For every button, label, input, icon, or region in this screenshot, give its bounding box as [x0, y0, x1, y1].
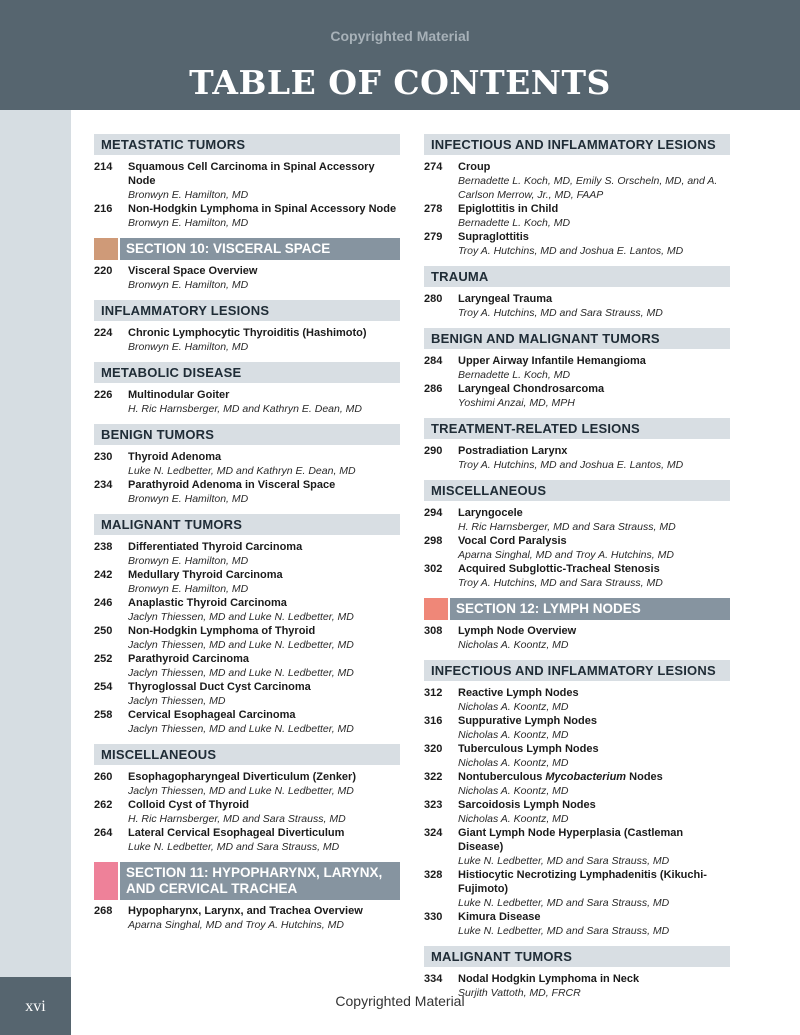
entry-page: 330: [424, 911, 443, 923]
category-header: MALIGNANT TUMORS: [424, 946, 730, 967]
entry-title: Non-Hodgkin Lymphoma in Spinal Accessory Node: [128, 203, 397, 215]
entry-page: 279: [424, 231, 443, 243]
entry-page: 242: [94, 569, 113, 581]
entry-authors: H. Ric Harnsberger, MD and Sara Strauss, MD: [458, 521, 676, 533]
entry-page: 230: [94, 451, 113, 463]
entry-authors: Nicholas A. Koontz, MD: [458, 639, 569, 651]
toc-entry[interactable]: [94, 540, 400, 568]
entry-page: 250: [94, 625, 113, 637]
toc-entry[interactable]: [94, 264, 400, 292]
category-header: METASTATIC TUMORS: [94, 134, 400, 155]
entry-authors: Nicholas A. Koontz, MD: [458, 757, 569, 769]
toc-entry[interactable]: [424, 798, 730, 826]
toc-entry[interactable]: [424, 742, 730, 770]
entry-page: 226: [94, 389, 113, 401]
entry-authors: Luke N. Ledbetter, MD and Kathryn E. Dean, MD: [128, 465, 356, 477]
toc-entry[interactable]: [94, 798, 400, 826]
toc-entry[interactable]: [94, 450, 400, 478]
entry-page: 254: [94, 681, 113, 693]
toc-entry[interactable]: [424, 826, 730, 868]
entry-title-italic-part: Mycobacterium: [545, 771, 627, 783]
entry-title: Parathyroid Adenoma in Visceral Space: [128, 479, 336, 491]
entry-title: Squamous Cell Carcinoma in Spinal Accessory Node: [128, 161, 375, 187]
entry-title: Histiocytic Necrotizing Lymphadenitis (Kikuchi-Fujimoto): [458, 869, 707, 895]
toc-entry[interactable]: [94, 624, 400, 652]
entry-page: 312: [424, 687, 443, 699]
entry-authors: Nicholas A. Koontz, MD: [458, 813, 569, 825]
entry-title: Visceral Space Overview: [128, 265, 258, 277]
entry-authors: Nicholas A. Koontz, MD: [458, 729, 569, 741]
entry-title: Colloid Cyst of Thyroid: [128, 799, 249, 811]
entry-page: 268: [94, 905, 113, 917]
entry-authors: Troy A. Hutchins, MD and Joshua E. Lantos, MD: [458, 459, 684, 471]
entry-authors: Bronwyn E. Hamilton, MD: [128, 583, 249, 595]
entry-page: 262: [94, 799, 113, 811]
entry-authors: Jaclyn Thiessen, MD and Luke N. Ledbetter, MD: [128, 611, 354, 623]
entry-authors: Bernadette L. Koch, MD: [458, 217, 571, 229]
entry-authors: Luke N. Ledbetter, MD and Sara Strauss, MD: [128, 841, 340, 853]
entry-authors: Bronwyn E. Hamilton, MD: [128, 189, 249, 201]
entry-authors: Bronwyn E. Hamilton, MD: [128, 555, 249, 567]
entry-authors: H. Ric Harnsberger, MD and Sara Strauss, MD: [128, 813, 346, 825]
entry-page: 322: [424, 771, 443, 783]
page-title: TABLE OF CONTENTS: [189, 63, 611, 102]
watermark-top: Copyrighted Material: [330, 28, 470, 44]
entry-page: 264: [94, 827, 113, 839]
entry-authors: Aparna Singhal, MD and Troy A. Hutchins, MD: [458, 549, 674, 561]
entry-page: 214: [94, 161, 113, 173]
category-header: TRAUMA: [424, 266, 730, 287]
entry-title: Hypopharynx, Larynx, and Trachea Overview: [128, 905, 363, 917]
toc-entry[interactable]: [94, 652, 400, 680]
entry-authors: Troy A. Hutchins, MD and Sara Strauss, MD: [458, 307, 663, 319]
section-title: SECTION 10: VISCERAL SPACE: [120, 238, 400, 260]
toc-entry[interactable]: [94, 708, 400, 736]
toc-entry[interactable]: [424, 686, 730, 714]
toc-entry[interactable]: [94, 568, 400, 596]
entry-title: Lymph Node Overview: [458, 625, 577, 637]
entry-authors: Bronwyn E. Hamilton, MD: [128, 279, 249, 291]
entry-title: Croup: [458, 161, 491, 173]
toc-entry[interactable]: [424, 444, 730, 472]
entry-page: 323: [424, 799, 443, 811]
entry-page: 224: [94, 327, 113, 339]
entry-page: 308: [424, 625, 443, 637]
entry-authors: Luke N. Ledbetter, MD and Sara Strauss, MD: [458, 897, 670, 909]
entry-page: 298: [424, 535, 443, 547]
entry-authors: Troy A. Hutchins, MD and Sara Strauss, MD: [458, 577, 663, 589]
toc-entry[interactable]: [424, 202, 730, 230]
entry-title: Reactive Lymph Nodes: [458, 687, 579, 699]
entry-authors: Bronwyn E. Hamilton, MD: [128, 217, 249, 229]
entry-authors: Bronwyn E. Hamilton, MD: [128, 341, 249, 353]
entry-title: Chronic Lymphocytic Thyroiditis (Hashimoto): [128, 327, 367, 339]
toc-entry[interactable]: [424, 868, 730, 910]
entry-page: 294: [424, 507, 443, 519]
category-header: INFLAMMATORY LESIONS: [94, 300, 400, 321]
section-title: SECTION 12: LYMPH NODES: [450, 598, 730, 620]
entry-authors: Jaclyn Thiessen, MD and Luke N. Ledbetter, MD: [128, 667, 354, 679]
toc-entry[interactable]: [94, 770, 400, 798]
page-number: xvi: [25, 998, 46, 1015]
category-header: INFECTIOUS AND INFLAMMATORY LESIONS: [424, 660, 730, 681]
entry-page: 252: [94, 653, 113, 665]
entry-title: Upper Airway Infantile Hemangioma: [458, 355, 646, 367]
entry-page: 278: [424, 203, 443, 215]
entry-page: 320: [424, 743, 443, 755]
toc-entry[interactable]: [94, 904, 400, 932]
category-header: INFECTIOUS AND INFLAMMATORY LESIONS: [424, 134, 730, 155]
entry-authors: Surjith Vattoth, MD, FRCR: [458, 987, 581, 999]
section-color-swatch: [94, 238, 118, 260]
entry-page: 234: [94, 479, 113, 491]
toc-entry[interactable]: [424, 562, 730, 590]
entry-title: Thyroid Adenoma: [128, 451, 222, 463]
entry-authors: Aparna Singhal, MD and Troy A. Hutchins, MD: [128, 919, 344, 931]
entry-title: [458, 770, 730, 784]
entry-title: Suppurative Lymph Nodes: [458, 715, 597, 727]
entry-title: Non-Hodgkin Lymphoma of Thyroid: [128, 625, 316, 637]
toc-entry[interactable]: [94, 202, 400, 230]
entry-page: 220: [94, 265, 113, 277]
toc-entry[interactable]: [94, 596, 400, 624]
entry-title: Nodal Hodgkin Lymphoma in Neck: [458, 973, 640, 985]
toc-entry[interactable]: [424, 230, 730, 258]
toc-entry[interactable]: [424, 624, 730, 652]
toc-entry[interactable]: [424, 714, 730, 742]
entry-title: Medullary Thyroid Carcinoma: [128, 569, 283, 581]
toc-entry[interactable]: [424, 160, 730, 202]
section-header: [94, 238, 400, 260]
section-color-swatch: [94, 862, 118, 900]
toc-entry[interactable]: [94, 680, 400, 708]
entry-title: Thyroglossal Duct Cyst Carcinoma: [128, 681, 311, 693]
entry-page: 216: [94, 203, 113, 215]
category-header: TREATMENT-RELATED LESIONS: [424, 418, 730, 439]
entry-authors: Nicholas A. Koontz, MD: [458, 785, 569, 797]
toc-entry[interactable]: [94, 160, 400, 202]
toc-entry[interactable]: [424, 382, 730, 410]
entry-authors: Troy A. Hutchins, MD and Joshua E. Lantos, MD: [458, 245, 684, 257]
entry-authors: Luke N. Ledbetter, MD and Sara Strauss, MD: [458, 855, 670, 867]
category-header: MISCELLANEOUS: [94, 744, 400, 765]
entry-page: 238: [94, 541, 113, 553]
category-header: MALIGNANT TUMORS: [94, 514, 400, 535]
left-column: [94, 134, 400, 932]
entry-authors: Yoshimi Anzai, MD, MPH: [458, 397, 575, 409]
section-header: [424, 598, 730, 620]
entry-title: Laryngocele: [458, 507, 523, 519]
toc-entry[interactable]: [424, 292, 730, 320]
category-header: MISCELLANEOUS: [424, 480, 730, 501]
toc-entry[interactable]: [94, 826, 400, 854]
toc-entry[interactable]: [94, 326, 400, 354]
entry-authors: Jaclyn Thiessen, MD and Luke N. Ledbetter, MD: [128, 639, 354, 651]
toc-entry[interactable]: [424, 770, 730, 798]
entry-title: Differentiated Thyroid Carcinoma: [128, 541, 303, 553]
side-strip: [0, 110, 71, 1035]
entry-page: 274: [424, 161, 443, 173]
entry-authors: Bronwyn E. Hamilton, MD: [128, 493, 249, 505]
entry-title: Sarcoidosis Lymph Nodes: [458, 799, 596, 811]
entry-authors: Jaclyn Thiessen, MD: [128, 695, 226, 707]
entry-title-part: Nodes: [626, 771, 663, 783]
entry-title: Lateral Cervical Esophageal Diverticulum: [128, 827, 345, 839]
entry-title: Multinodular Goiter: [128, 389, 230, 401]
entry-title: Laryngeal Trauma: [458, 293, 553, 305]
entry-title: Acquired Subglottic-Tracheal Stenosis: [458, 563, 660, 575]
toc-entry[interactable]: [94, 388, 400, 416]
entry-page: 258: [94, 709, 113, 721]
entry-authors: Luke N. Ledbetter, MD and Sara Strauss, MD: [458, 925, 670, 937]
toc-entry[interactable]: [424, 354, 730, 382]
entry-authors: Nicholas A. Koontz, MD: [458, 701, 569, 713]
entry-title: Vocal Cord Paralysis: [458, 535, 567, 547]
entry-title: Kimura Disease: [458, 911, 541, 923]
toc-entry[interactable]: [424, 534, 730, 562]
entry-page: 286: [424, 383, 443, 395]
entry-title-part: Nontuberculous: [458, 771, 546, 783]
entry-authors: H. Ric Harnsberger, MD and Kathryn E. Dean, MD: [128, 403, 363, 415]
entry-page: 316: [424, 715, 443, 727]
entry-title: Giant Lymph Node Hyperplasia (Castleman Disease): [458, 827, 684, 853]
section-title: SECTION 11: HYPOPHARYNX, LARYNX, AND CERVICAL TRACHEA: [120, 862, 400, 900]
toc-entry[interactable]: [424, 506, 730, 534]
section-header: [94, 862, 400, 900]
entry-title: Anaplastic Thyroid Carcinoma: [128, 597, 287, 609]
watermark-bottom: Copyrighted Material: [335, 993, 465, 1009]
entry-title: Cervical Esophageal Carcinoma: [128, 709, 296, 721]
category-header: METABOLIC DISEASE: [94, 362, 400, 383]
section-color-swatch: [424, 598, 448, 620]
category-header: BENIGN AND MALIGNANT TUMORS: [424, 328, 730, 349]
entry-title: Parathyroid Carcinoma: [128, 653, 250, 665]
entry-page: 324: [424, 827, 443, 839]
entry-title: Postradiation Larynx: [458, 445, 568, 457]
entry-page: 260: [94, 771, 113, 783]
entry-page: 246: [94, 597, 113, 609]
entry-authors: Jaclyn Thiessen, MD and Luke N. Ledbetter, MD: [128, 785, 354, 797]
entry-page: 284: [424, 355, 443, 367]
toc-entry[interactable]: [424, 972, 730, 1000]
toc-entry[interactable]: [94, 478, 400, 506]
entry-page: 302: [424, 563, 443, 575]
entry-page: 328: [424, 869, 443, 881]
right-column: [424, 134, 730, 1000]
entry-title: Tuberculous Lymph Nodes: [458, 743, 599, 755]
entry-authors: Bernadette L. Koch, MD, Emily S. Orscheln, MD, and A. Carlson Merrow, Jr., MD, FAAP: [458, 175, 718, 201]
entry-title: Laryngeal Chondrosarcoma: [458, 383, 605, 395]
entry-page: 334: [424, 973, 443, 985]
entry-title: Esophagopharyngeal Diverticulum (Zenker): [128, 771, 356, 783]
entry-page: 280: [424, 293, 443, 305]
entry-title: Epiglottitis in Child: [458, 203, 559, 215]
entry-title: Supraglottitis: [458, 231, 529, 243]
entry-page: 290: [424, 445, 443, 457]
entry-authors: Bernadette L. Koch, MD: [458, 369, 571, 381]
toc-entry[interactable]: [424, 910, 730, 938]
category-header: BENIGN TUMORS: [94, 424, 400, 445]
entry-authors: Jaclyn Thiessen, MD and Luke N. Ledbetter, MD: [128, 723, 354, 735]
